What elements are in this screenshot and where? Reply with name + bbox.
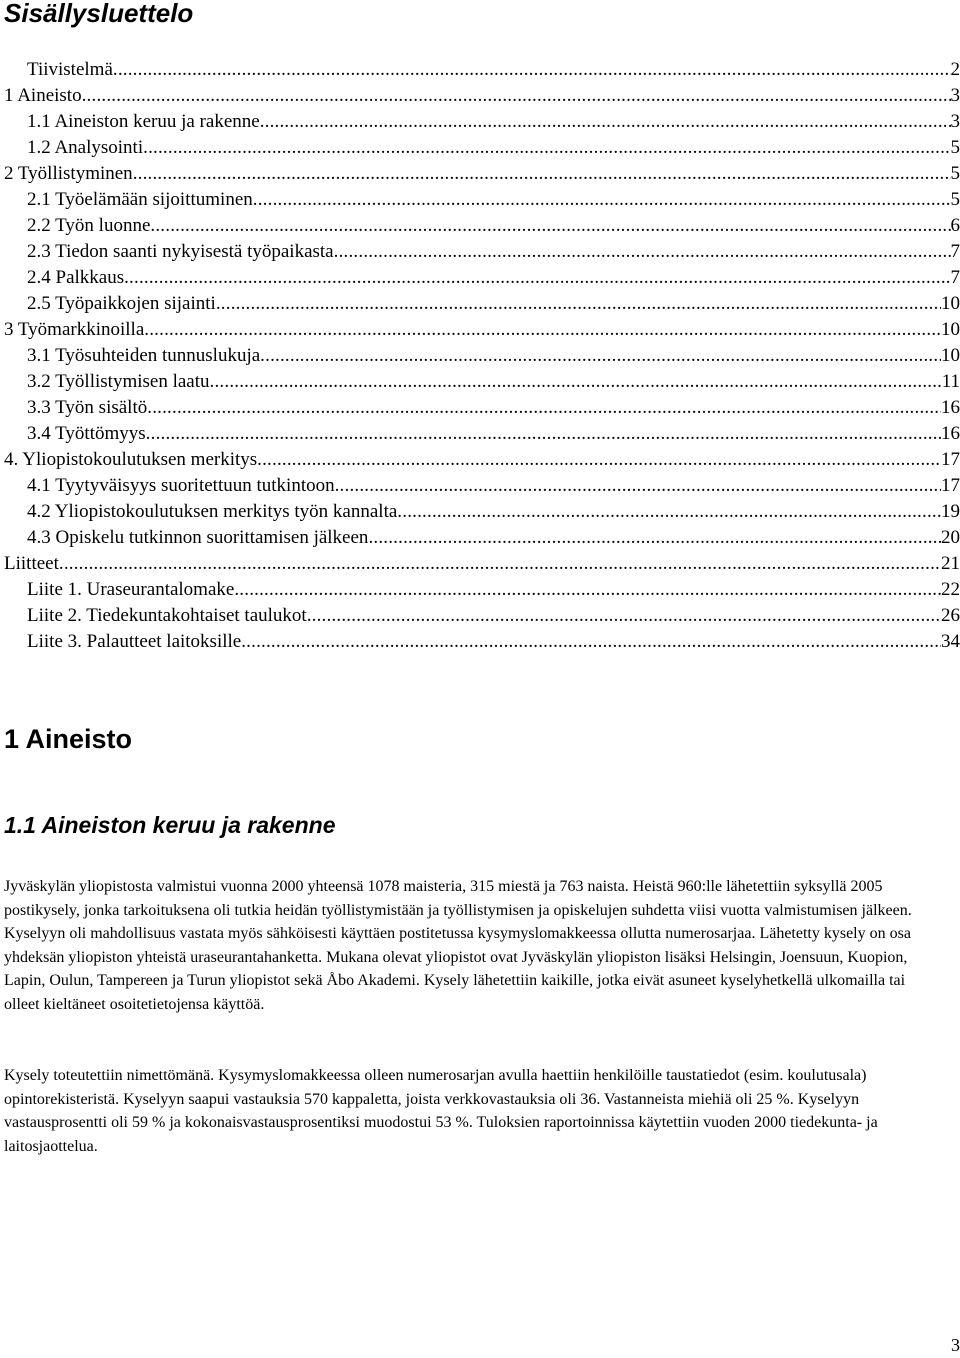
- toc-entry-page: 7: [950, 241, 960, 262]
- toc-entry-label: 2.4 Palkkaus: [27, 267, 125, 288]
- toc-leader: [334, 240, 951, 264]
- toc-leader: [397, 500, 941, 524]
- toc-entry-label: Liite 3. Palautteet laitoksille: [27, 631, 242, 652]
- toc-leader: [147, 396, 941, 420]
- subsection-heading: 1.1 Aineiston keruu ja rakenne: [4, 812, 336, 838]
- toc-entry-label: 2.2 Työn luonne: [27, 215, 151, 236]
- toc-entry-page: 11: [941, 371, 960, 392]
- toc-entry[interactable]: [27, 526, 960, 550]
- toc-entry-label: 2.3 Tiedon saanti nykyisestä työpaikasta: [27, 241, 334, 262]
- toc-entry-page: 17: [941, 449, 960, 470]
- toc-entry[interactable]: [27, 500, 960, 524]
- toc-leader: [59, 552, 941, 576]
- toc-entry[interactable]: [4, 318, 960, 342]
- toc-entry[interactable]: [27, 630, 960, 654]
- toc-entry-page: 3: [950, 111, 960, 132]
- toc-leader: [143, 136, 950, 160]
- toc-leader: [133, 162, 951, 186]
- toc-entry[interactable]: [27, 188, 960, 212]
- toc-leader: [260, 344, 941, 368]
- toc-entry-page: 17: [941, 475, 960, 496]
- toc-entry[interactable]: [4, 162, 960, 186]
- toc-entry[interactable]: [4, 448, 960, 472]
- toc-entry[interactable]: [27, 266, 960, 290]
- toc-title: Sisällysluettelo: [4, 0, 194, 28]
- toc-entry-label: 2.1 Työelämään sijoittuminen: [27, 189, 253, 210]
- toc-entry[interactable]: [27, 240, 960, 264]
- toc-entry[interactable]: [4, 84, 960, 108]
- toc-entry-label: 1.1 Aineiston keruu ja rakenne: [27, 111, 260, 132]
- toc-entry-page: 16: [941, 397, 960, 418]
- page-number: 3: [951, 1335, 960, 1355]
- toc-leader: [307, 604, 941, 628]
- toc-entry[interactable]: [27, 604, 960, 628]
- body-paragraph: Jyväskylän yliopistosta valmistui vuonna 2000 yhteensä 1078 maisteria, 315 miestä ja 763 naista. Heistä 960:lle lähetettiin syksyllä 2005 postikysely, jonka tarkoituksena oli tutkia heidän työllistymistään ja työllistymisen ja opiskelujen suhdetta viisi vuotta valmistumisen jälkeen. Kyselyyn oli mahdollisuus vastata myös sähköisesti käyttäen postitetussa kysymyslomakkeessa ollutta numerosarjaa. Lähetetty kysely on osa yhdeksän yliopiston yhteistä uraseurantahanketta. Mukana olevat yliopistot ovat Jyväskylän yliopiston lisäksi Helsingin, Joensuun, Kuopion, Lapin, Oulun, Tampereen ja Turun yliopistot sekä Åbo Akademi. Kysely lähetettiin kaikille, jotka eivät asuneet kyselyhetkellä ulkomailla tai olleet kieltäneet osoitetietojensa käyttöä.: [4, 878, 912, 1013]
- toc-entry[interactable]: [27, 422, 960, 446]
- toc-leader: [82, 84, 951, 108]
- toc-entry[interactable]: [27, 578, 960, 602]
- toc-leader: [257, 448, 941, 472]
- toc-entry[interactable]: [27, 214, 960, 238]
- toc-entry-page: 5: [950, 163, 960, 184]
- toc-entry-page: 6: [950, 215, 960, 236]
- toc-entry-page: 21: [941, 553, 960, 574]
- toc-entry-label: 4.2 Yliopistokoulutuksen merkitys työn kannalta: [27, 501, 398, 522]
- toc-entry-label: 3.3 Työn sisältö: [27, 397, 148, 418]
- toc-entry-page: 7: [950, 267, 960, 288]
- toc-entry-label: 3.4 Työttömyys: [27, 423, 146, 444]
- toc-leader: [146, 422, 941, 446]
- toc-leader: [144, 318, 941, 342]
- toc-leader: [216, 292, 941, 316]
- toc-entry[interactable]: [27, 58, 960, 82]
- toc-entry-page: 10: [941, 345, 960, 366]
- toc-entry-label: 4.3 Opiskelu tutkinnon suorittamisen jälkeen: [27, 527, 369, 548]
- section-heading: 1 Aineisto: [4, 724, 133, 754]
- toc-entry-page: 5: [950, 137, 960, 158]
- toc-entry-page: 10: [941, 293, 960, 314]
- toc-entry-page: 26: [941, 605, 960, 626]
- toc-entry-page: 34: [941, 631, 960, 652]
- toc-entry-page: 20: [941, 527, 960, 548]
- toc-entry[interactable]: [27, 110, 960, 134]
- toc-entry-label: 3 Työmarkkinoilla: [4, 319, 145, 340]
- toc-entry-label: Liitteet: [4, 553, 59, 574]
- toc-entry-page: 10: [941, 319, 960, 340]
- toc-entry-label: 4. Yliopistokoulutuksen merkitys: [4, 449, 258, 470]
- toc-leader: [113, 58, 951, 82]
- toc-entry[interactable]: [27, 136, 960, 160]
- toc-leader: [241, 630, 941, 654]
- toc-entry-label: 4.1 Tyytyväisyys suoritettuun tutkintoon: [27, 475, 335, 496]
- body-paragraph: Kysely toteutettiin nimettömänä. Kysymyslomakkeessa olleen numerosarjan avulla haettiin henkilöille taustatiedot (esim. koulutusala) opintorekisteristä. Kyselyyn saapui vastauksia 570 kappaletta, joista verkkovastauksia oli 36. Vastanneista miehiä oli 25 %. Kyselyyn vastausprosentti oli 59 % ja kokonaisvastausprosentiksi muodostui 53 %. Tuloksien raportoinnissa käytettiin vuoden 2000 tiedekunta- ja laitosjaottelua.: [4, 1067, 878, 1155]
- toc-leader: [368, 526, 941, 550]
- toc-leader: [260, 110, 951, 134]
- toc-entry-label: 3.1 Työsuhteiden tunnuslukuja: [27, 345, 261, 366]
- toc-entry[interactable]: [27, 370, 960, 394]
- toc-entry-label: 1.2 Analysointi: [27, 137, 144, 158]
- toc-entry-page: 19: [941, 501, 960, 522]
- toc-entry[interactable]: [27, 396, 960, 420]
- toc-leader: [124, 266, 950, 290]
- toc-entry[interactable]: [27, 292, 960, 316]
- toc-entry-label: Tiivistelmä: [27, 59, 113, 80]
- toc-leader: [234, 578, 941, 602]
- toc-leader: [253, 188, 951, 212]
- toc-entry-label: Liite 1. Uraseurantalomake: [27, 579, 235, 600]
- toc-leader: [335, 474, 941, 498]
- toc-entry[interactable]: [27, 344, 960, 368]
- toc-leader: [210, 370, 942, 394]
- toc-entry[interactable]: [27, 474, 960, 498]
- toc-entry-label: 2 Työllistyminen: [4, 163, 133, 184]
- toc-entry-page: 16: [941, 423, 960, 444]
- toc-entry-page: 3: [950, 85, 960, 106]
- toc-entry-label: 2.5 Työpaikkojen sijainti: [27, 293, 216, 314]
- toc-entry-label: 1 Aineisto: [4, 85, 82, 106]
- toc-entry-page: 5: [950, 189, 960, 210]
- toc-entry[interactable]: [4, 552, 960, 576]
- toc-entry-label: Liite 2. Tiedekuntakohtaiset taulukot: [27, 605, 307, 626]
- toc-leader: [150, 214, 950, 238]
- toc-entry-page: 22: [941, 579, 960, 600]
- toc-entry-label: 3.2 Työllistymisen laatu: [27, 371, 210, 392]
- toc-entry-page: 2: [950, 59, 960, 80]
